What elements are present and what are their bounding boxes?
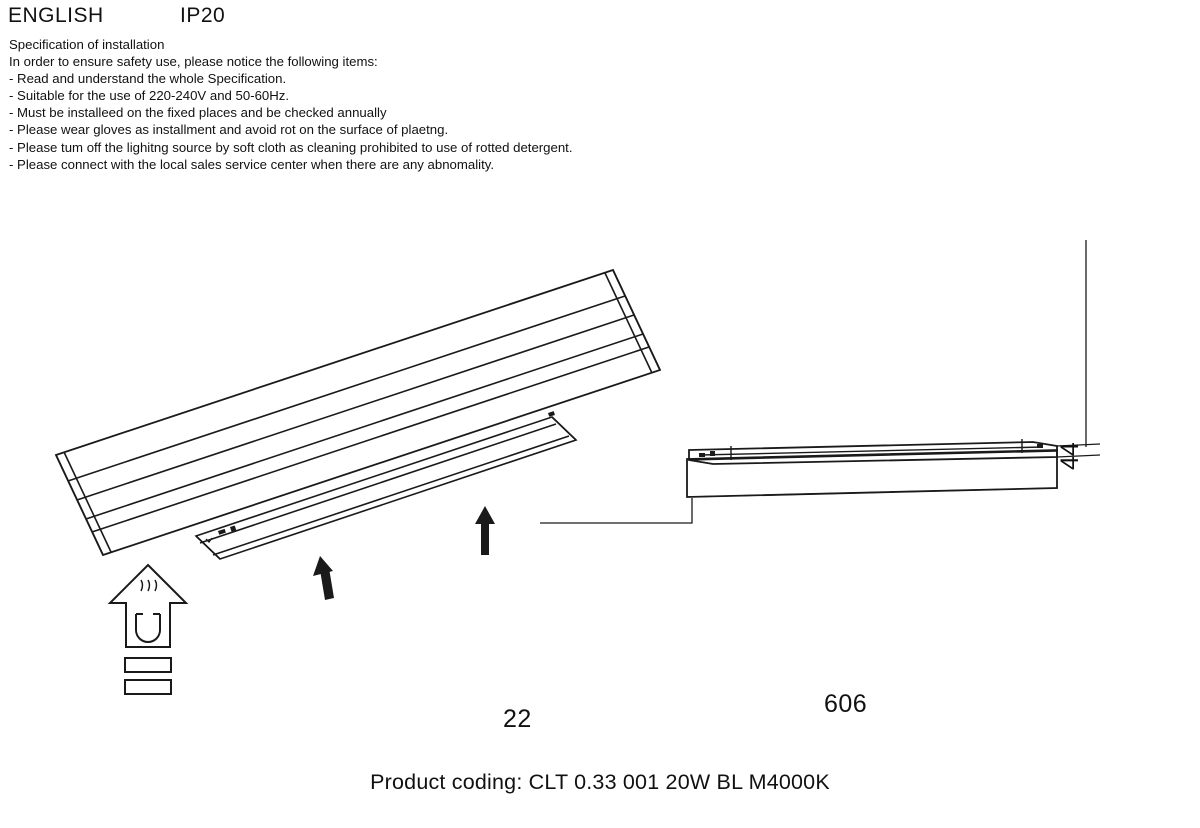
spec-item: - Must be installeed on the fixed places and be checked annually bbox=[9, 105, 387, 121]
spec-item: - Read and understand the whole Specification. bbox=[9, 71, 287, 87]
dimension-line-606 bbox=[687, 488, 1057, 497]
dimension-label-width: 22 bbox=[503, 705, 532, 733]
page-header bbox=[8, 4, 608, 34]
dimension-line-44 bbox=[1057, 240, 1100, 457]
arrow-up-icon bbox=[475, 506, 495, 555]
spec-item: - Suitable for the use of 220-240V and 50-60Hz. bbox=[9, 88, 290, 104]
language-label: ENGLISH bbox=[8, 4, 104, 27]
spec-intro: In order to ensure safety use, please notice the following items: bbox=[9, 54, 378, 70]
spec-item: - Please tum off the lighitng source by soft cloth as cleaning prohibited to use of rotted detergent. bbox=[9, 139, 573, 155]
specification-text-block bbox=[9, 36, 769, 173]
dimension-leader-22 bbox=[540, 498, 692, 523]
magnet-arrow-icon bbox=[110, 565, 186, 647]
dimension-label-length: 606 bbox=[824, 690, 868, 718]
product-coding-label: Product coding: CLT 0.33 001 20W BL M4000K bbox=[370, 770, 830, 794]
drawing-svg bbox=[0, 210, 1200, 730]
dimension-label-height: 44 bbox=[1056, 442, 1084, 470]
mounting-plate-icon bbox=[125, 658, 171, 694]
footer bbox=[0, 770, 1200, 795]
spec-item: - Please wear gloves as installment and avoid rot on the surface of plaetng. bbox=[9, 122, 449, 138]
technical-drawing bbox=[0, 210, 1200, 733]
led-module-perspective bbox=[196, 417, 576, 559]
track-rail-channels bbox=[68, 296, 649, 532]
arrow-up-icon bbox=[313, 556, 334, 600]
ip-rating-label: IP20 bbox=[180, 4, 226, 27]
spec-item: - Please connect with the local sales service center when there are any abnomality. bbox=[9, 156, 495, 172]
track-rail-left-end bbox=[56, 452, 111, 555]
spec-title: Specification of installation bbox=[9, 37, 165, 52]
